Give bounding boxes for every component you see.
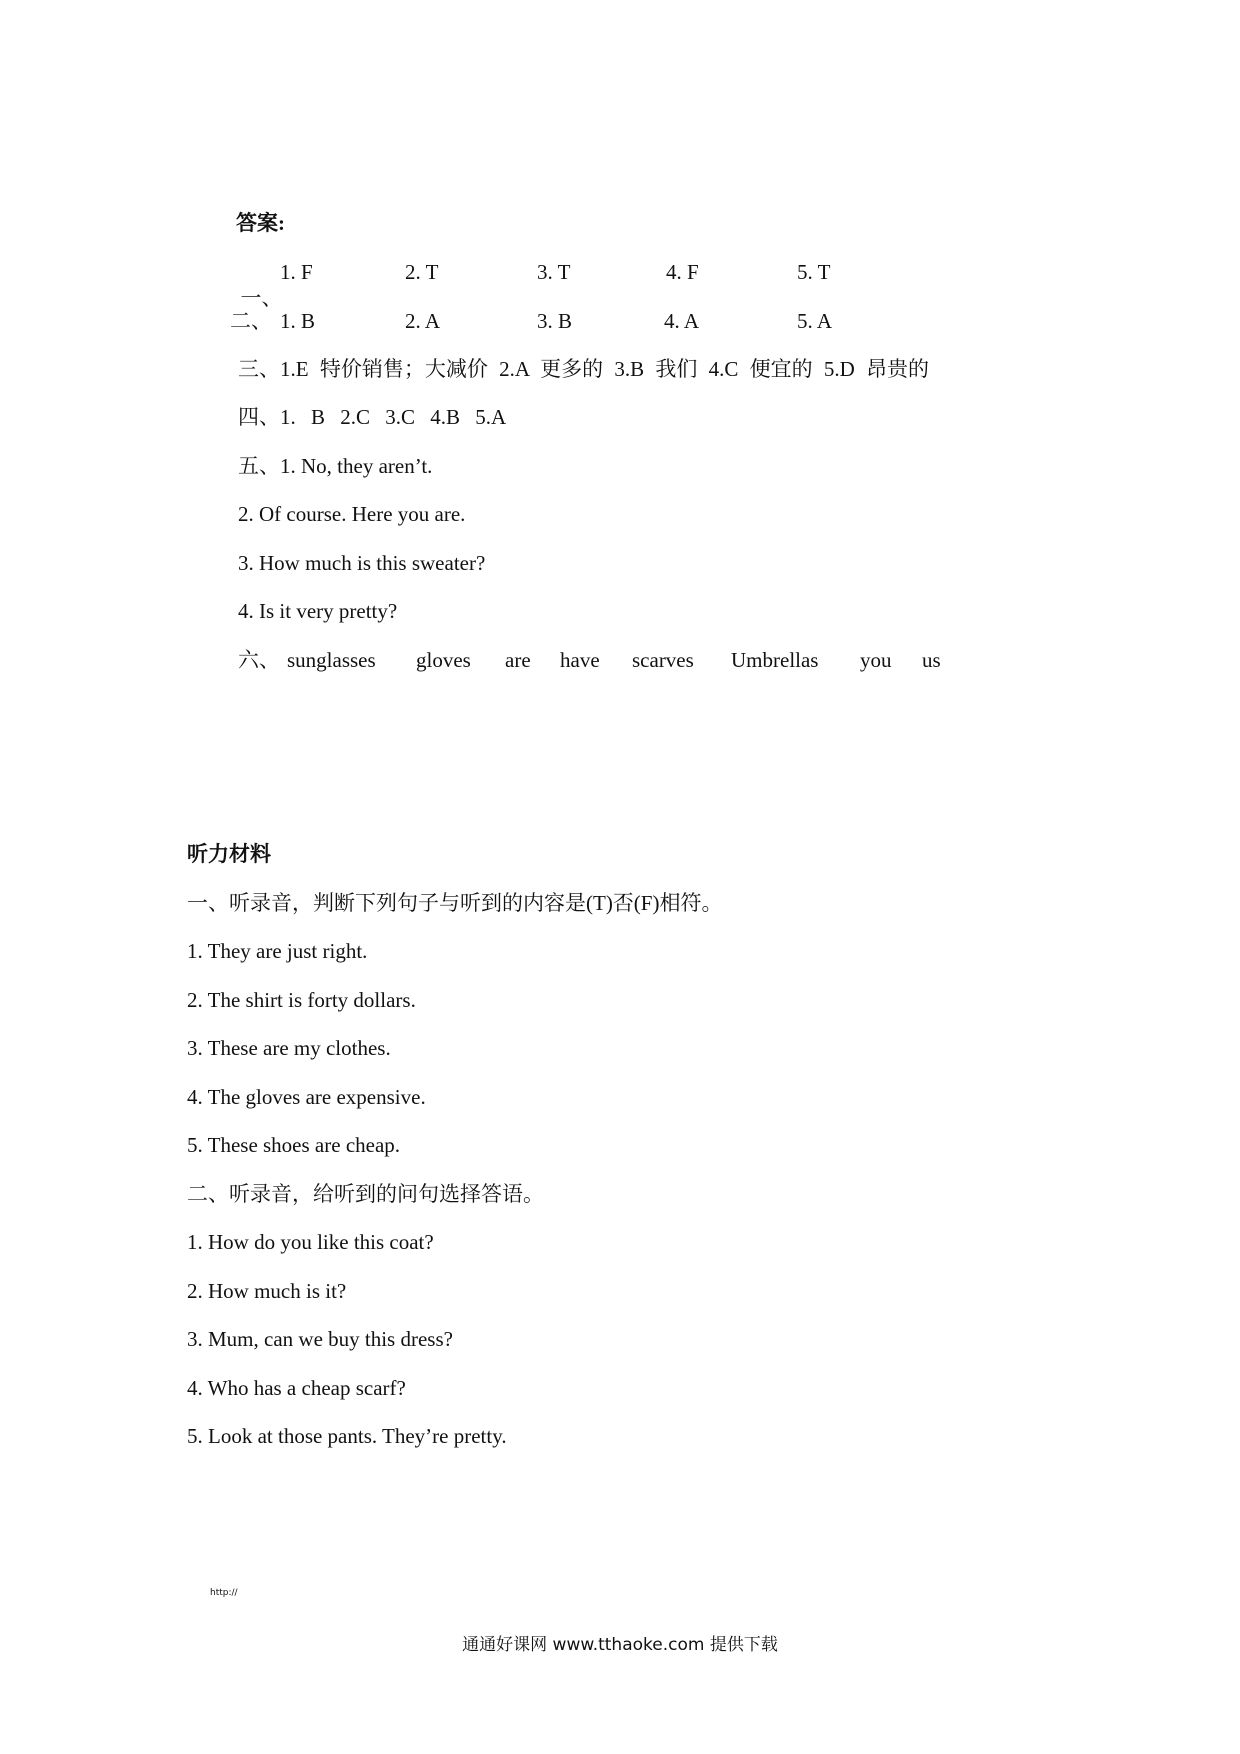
section-label: 一、 bbox=[240, 286, 283, 310]
answer-6-word: sunglasses bbox=[287, 648, 376, 672]
listening-part1-item: 2. The shirt is forty dollars. bbox=[187, 988, 416, 1012]
answers-heading: 答案: bbox=[236, 211, 285, 235]
footer-text: 通通好课网 www.tthaoke.com 提供下载 bbox=[462, 1635, 778, 1655]
answer-2-5: 5. A bbox=[797, 309, 833, 333]
answer-1-5: 5. T bbox=[797, 260, 831, 284]
listening-part2-item: 3. Mum, can we buy this dress? bbox=[187, 1327, 453, 1351]
answer-1-4: 4. F bbox=[666, 260, 699, 284]
answers-section-5-line-1: 五、1. No, they aren’t. bbox=[238, 454, 433, 478]
answer-6-word: us bbox=[922, 648, 941, 672]
listening-part1-item: 5. These shoes are cheap. bbox=[187, 1133, 401, 1157]
answer-1-2: 2. T bbox=[405, 260, 439, 284]
answer-1-3: 3. T bbox=[537, 260, 571, 284]
listening-part2-item: 1. How do you like this coat? bbox=[187, 1230, 434, 1254]
answers-section-3: 三、1.E 特价销售；大减价 2.A 更多的 3.B 我们 4.C 便宜的 5.D 昂贵的 bbox=[238, 357, 930, 381]
answer-6-word: have bbox=[560, 648, 600, 672]
answer-6-word: are bbox=[505, 648, 531, 672]
answer-6-word: scarves bbox=[632, 648, 694, 672]
answer-2-3: 3. B bbox=[537, 309, 573, 333]
answers-section-6-label: 六、 bbox=[238, 648, 280, 672]
answers-section-5-line-3: 3. How much is this sweater? bbox=[238, 551, 486, 575]
answer-2-1: 1. B bbox=[280, 309, 316, 333]
listening-part1-item: 3. These are my clothes. bbox=[187, 1036, 391, 1060]
listening-part2-item: 5. Look at those pants. They’re pretty. bbox=[187, 1424, 507, 1448]
answer-2-2: 2. A bbox=[405, 309, 441, 333]
footer-small-url: http:// bbox=[210, 1588, 238, 1598]
answers-section-5-line-2: 2. Of course. Here you are. bbox=[238, 502, 466, 526]
answer-6-word: gloves bbox=[416, 648, 471, 672]
listening-part1-item: 1. They are just right. bbox=[187, 939, 368, 963]
answer-6-word: you bbox=[860, 648, 892, 672]
answers-section-1 bbox=[230, 259, 283, 311]
listening-part2-title: 二、听录音，给听到的问句选择答语。 bbox=[187, 1182, 544, 1206]
listening-part2-item: 2. How much is it? bbox=[187, 1279, 347, 1303]
answer-2-4: 4. A bbox=[664, 309, 700, 333]
listening-part1-title: 一、听录音，判断下列句子与听到的内容是(T)否(F)相符。 bbox=[187, 891, 723, 915]
answers-section-2: 二、 bbox=[230, 309, 272, 333]
answer-6-word: Umbrellas bbox=[731, 648, 819, 672]
answers-section-5-line-4: 4. Is it very pretty? bbox=[238, 599, 398, 623]
listening-part2-item: 4. Who has a cheap scarf? bbox=[187, 1376, 406, 1400]
listening-part1-item: 4. The gloves are expensive. bbox=[187, 1085, 426, 1109]
answer-1-1: 1. F bbox=[280, 260, 313, 284]
answers-section-4: 四、1. B 2.C 3.C 4.B 5.A bbox=[238, 405, 507, 429]
listening-heading: 听力材料 bbox=[187, 842, 271, 866]
